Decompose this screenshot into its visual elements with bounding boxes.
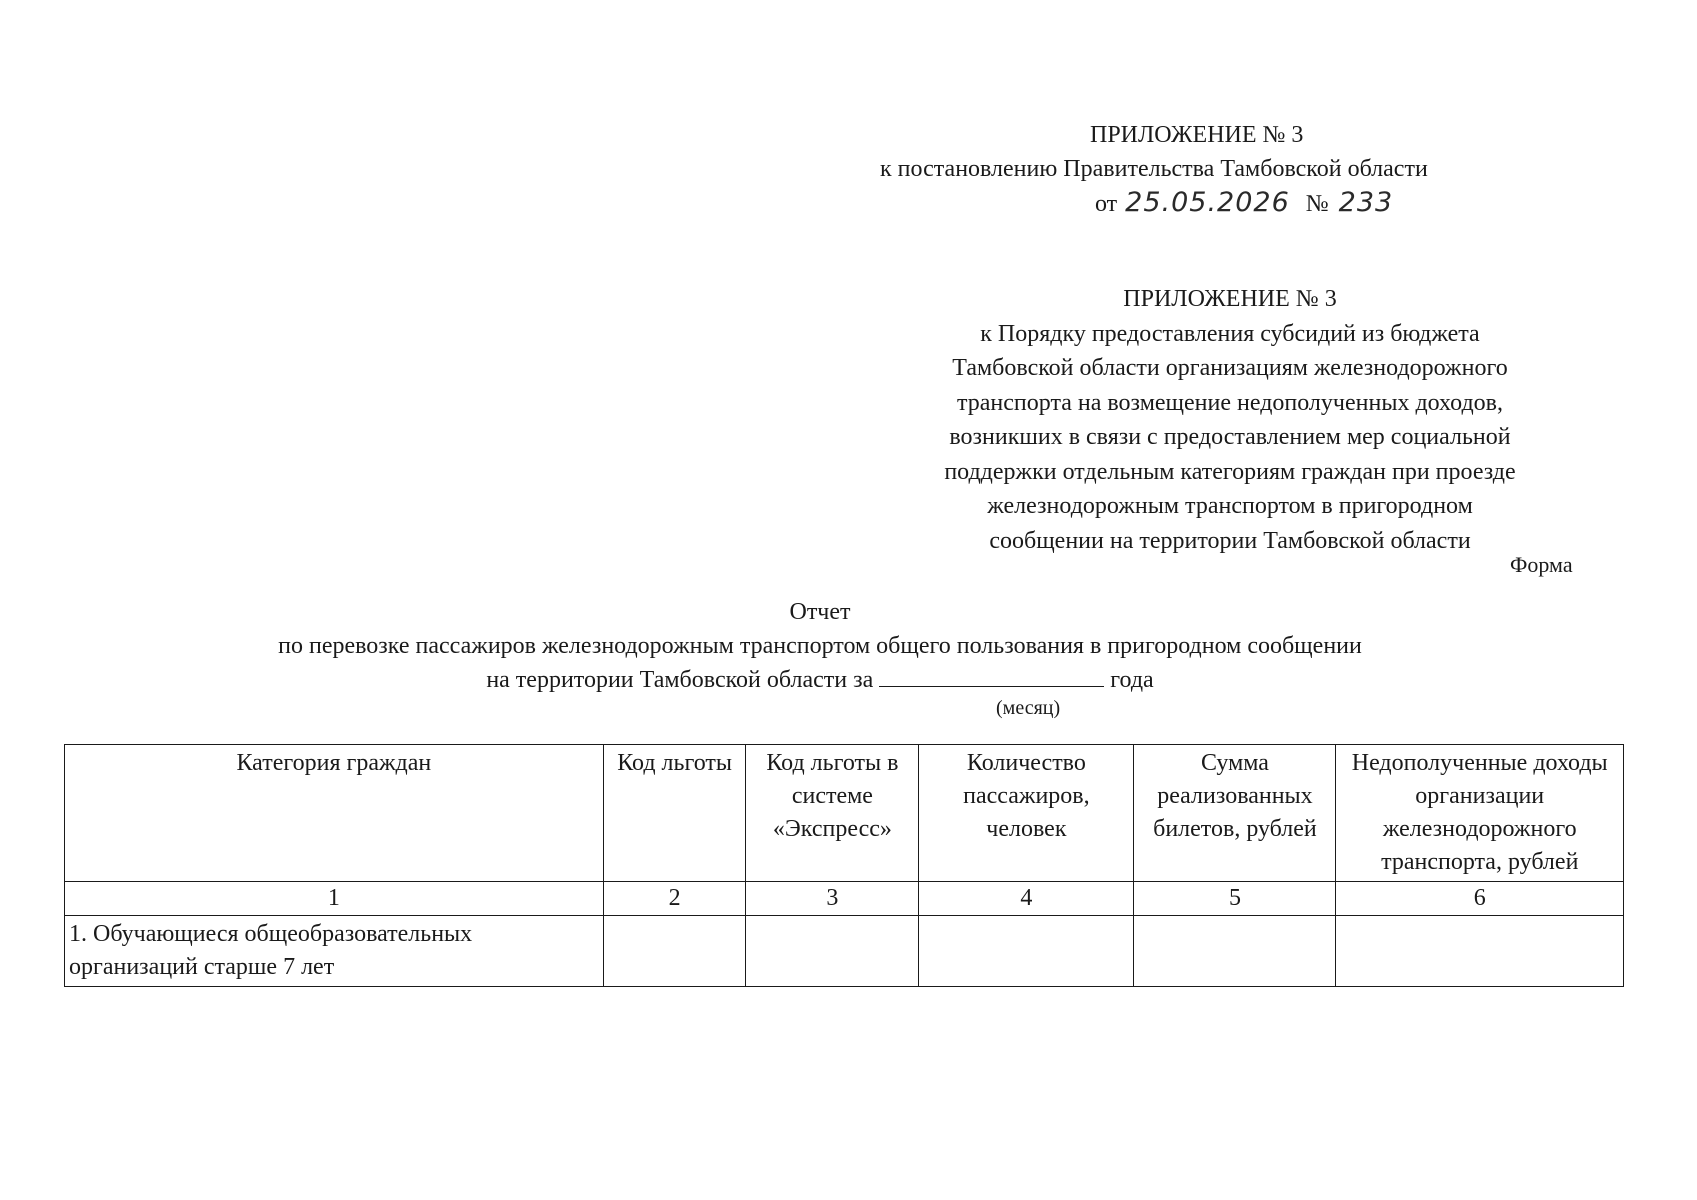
column-number: 4: [919, 882, 1134, 916]
column-number: 6: [1336, 882, 1624, 916]
appendix-order-line: возникших в связи с предоставлением мер социальной: [949, 424, 1511, 450]
tickets-sum-cell: [1134, 916, 1336, 987]
appendix-order-title: ПРИЛОЖЕНИЕ № 3: [1123, 286, 1337, 312]
header-lost-income: Недополученные доходы организации железнодорожного транспорта, рублей: [1336, 745, 1624, 882]
header-tickets-sum: Сумма реализованных билетов, рублей: [1134, 745, 1336, 882]
report-heading: [60, 595, 1580, 697]
category-cell: 1. Обучающиеся общеобразовательных организаций старше 7 лет: [65, 916, 604, 987]
appendix-order-block: [880, 282, 1580, 558]
code-cell: [603, 916, 746, 987]
report-period-prefix: на территории Тамбовской области за: [486, 667, 874, 693]
column-number: 3: [746, 882, 919, 916]
column-number: 2: [603, 882, 746, 916]
appendix-order-line: железнодорожным транспортом в пригородном: [987, 493, 1473, 519]
passengers-cell: [919, 916, 1134, 987]
express-code-cell: [746, 916, 919, 987]
column-number: 1: [65, 882, 604, 916]
report-period-line: [60, 663, 1580, 697]
month-blank-field: [879, 664, 1104, 687]
appendix-order-line: к Порядку предоставления субсидий из бюджета: [980, 320, 1480, 347]
report-title: Отчет: [789, 599, 851, 625]
header-passengers: Количество пассажиров, человек: [919, 745, 1134, 882]
appendix-resolution-date-line: [1095, 186, 1393, 221]
handwritten-number: 233: [1338, 187, 1394, 218]
header-express-code: Код льготы в системе «Экспресс»: [746, 745, 919, 882]
column-number: 5: [1134, 882, 1336, 916]
appendix-order-line: сообщении на территории Тамбовской области: [989, 527, 1471, 554]
report-table: [64, 744, 1624, 987]
appendix-order-line: Тамбовской области организациям железнодорожного: [952, 355, 1508, 381]
lost-income-cell: [1336, 916, 1624, 987]
header-category: Категория граждан: [65, 745, 604, 882]
column-number-row: [65, 882, 1624, 916]
table-header-row: [65, 745, 1624, 882]
number-sign: №: [1305, 191, 1329, 217]
month-hint: (месяц): [996, 697, 1061, 719]
table-row: [65, 916, 1624, 987]
report-period-suffix: года: [1110, 667, 1154, 693]
appendix-order-line: транспорта на возмещение недополученных доходов,: [957, 389, 1503, 416]
handwritten-date: 25.05.2026: [1125, 187, 1290, 218]
form-label: Форма: [1510, 552, 1573, 577]
appendix-resolution-title: ПРИЛОЖЕНИЕ № 3: [1090, 122, 1304, 148]
appendix-order-line: поддержки отдельным категориям граждан при проезде: [944, 458, 1516, 485]
report-subtitle: по перевозке пассажиров железнодорожным транспортом общего пользования в пригородном сообщении: [278, 633, 1362, 659]
header-code: Код льготы: [603, 745, 746, 882]
appendix-resolution-line: к постановлению Правительства Тамбовской области: [880, 156, 1428, 182]
date-prefix: от: [1095, 191, 1118, 217]
